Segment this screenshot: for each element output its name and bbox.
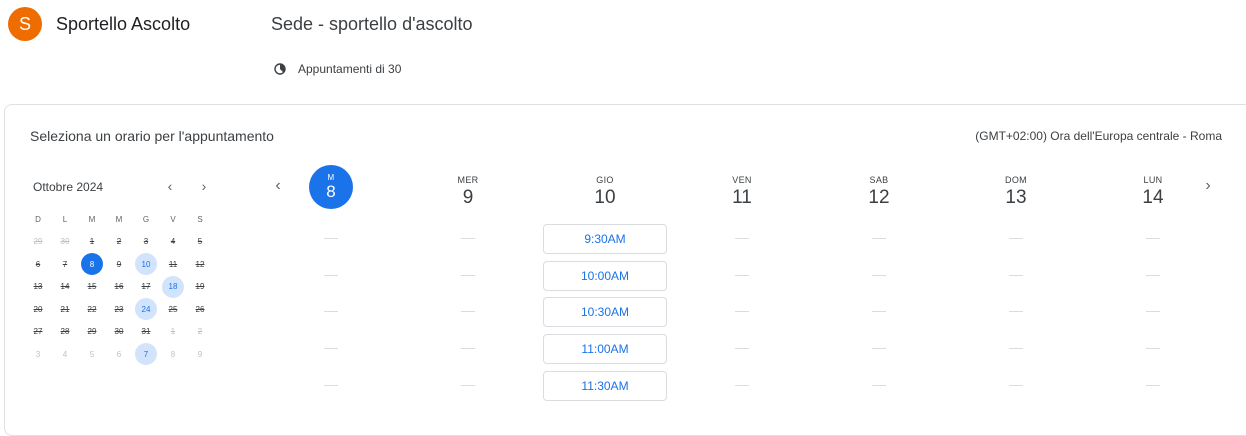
day-name: MER [457, 175, 479, 185]
unavailable-slot-dash [324, 238, 338, 239]
unavailable-slot-dash [1146, 275, 1160, 276]
calendar-day: 2 [197, 327, 203, 336]
time-slot-button[interactable]: 11:00AM [543, 334, 667, 364]
calendar-day: 2 [116, 237, 122, 246]
unavailable-slot-dash [461, 348, 475, 349]
time-slot-button[interactable]: 10:30AM [543, 297, 667, 327]
day-column-header [680, 165, 804, 209]
duration-label: Appuntamenti di 30 [298, 62, 402, 76]
unavailable-slot-dash [872, 311, 886, 312]
calendar-day: 28 [60, 327, 70, 336]
unavailable-slot-dash [461, 275, 475, 276]
selected-day-circle [309, 165, 353, 209]
weekday-header: M [115, 214, 123, 224]
calendar-day: 22 [87, 304, 97, 314]
day-column-header [954, 165, 1078, 209]
unavailable-slot-dash [461, 385, 475, 386]
calendar-day: 15 [87, 282, 97, 291]
calendar-day: 3 [35, 349, 41, 359]
calendar-day: 13 [33, 282, 43, 291]
calendar-day: 4 [170, 237, 176, 246]
weekday-header: G [142, 214, 150, 224]
mini-calendar-grid [27, 208, 211, 366]
time-slot-button[interactable]: 11:30AM [543, 371, 667, 401]
calendar-day: 21 [60, 304, 70, 314]
day-number: 14 [1142, 187, 1164, 208]
weekday-header: L [62, 214, 68, 224]
clock-icon [274, 63, 286, 75]
calendar-day: 11 [168, 259, 178, 269]
chevron-left-icon: ‹ [167, 178, 173, 194]
unavailable-slot-dash [1146, 385, 1160, 386]
calendar-day: 23 [114, 304, 124, 314]
avatar-letter: S [18, 13, 31, 34]
day-number: 11 [732, 187, 752, 208]
mini-next-month-button[interactable] [194, 176, 214, 196]
unavailable-slot-dash [872, 238, 886, 239]
weekday-header: D [35, 214, 41, 224]
calendar-day: 30 [114, 327, 124, 336]
day-number: 8 [326, 181, 336, 201]
unavailable-slot-dash [1146, 311, 1160, 312]
unavailable-slot-dash [1009, 238, 1023, 239]
unavailable-slot-dash [324, 385, 338, 386]
calendar-day-available[interactable]: 10 [135, 253, 157, 275]
day-number: 10 [594, 187, 616, 208]
calendar-day: 12 [195, 259, 205, 269]
day-number: 12 [868, 187, 890, 208]
timezone-selector[interactable]: (GMT+02:00) Ora dell'Europa centrale - Roma [975, 129, 1222, 143]
unavailable-slot-dash [461, 238, 475, 239]
unavailable-slot-dash [1009, 311, 1023, 312]
calendar-day: 7 [62, 259, 68, 269]
brand-name: Sportello Ascolto [56, 14, 191, 34]
event-title: Sede - sportello d'ascolto [271, 14, 473, 34]
day-column-header [817, 165, 941, 209]
day-number: 9 [462, 187, 474, 208]
calendar-day: 30 [60, 237, 70, 246]
day-column-header [1091, 165, 1215, 209]
day-column-header [406, 165, 530, 209]
calendar-day: 6 [35, 259, 41, 269]
calendar-day: 5 [89, 349, 95, 359]
calendar-day: 6 [116, 349, 122, 359]
duration-info [274, 62, 401, 76]
weekday-header: S [197, 214, 203, 224]
unavailable-slot-dash [1009, 385, 1023, 386]
unavailable-slot-dash [872, 385, 886, 386]
mini-prev-month-button[interactable] [160, 176, 180, 196]
unavailable-slot-dash [735, 275, 749, 276]
calendar-day: 14 [60, 282, 70, 291]
day-column-header[interactable] [543, 165, 667, 209]
calendar-day: 8 [170, 349, 176, 359]
unavailable-slot-dash [1146, 238, 1160, 239]
unavailable-slot-dash [872, 275, 886, 276]
calendar-day: 31 [141, 327, 151, 336]
chevron-right-icon: › [201, 178, 207, 194]
avatar [8, 7, 42, 41]
unavailable-slot-dash [735, 348, 749, 349]
calendar-day: 9 [197, 349, 203, 359]
weekday-header: V [170, 214, 176, 224]
mini-calendar-month: Ottobre 2024 [33, 180, 104, 194]
unavailable-slot-dash [872, 348, 886, 349]
calendar-day: 17 [141, 282, 151, 291]
chevron-right-icon: › [1205, 177, 1211, 194]
unavailable-slot-dash [324, 348, 338, 349]
calendar-day: 29 [87, 327, 97, 336]
calendar-day-available[interactable]: 24 [135, 298, 157, 320]
day-name: VEN [732, 175, 752, 185]
unavailable-slot-dash [324, 311, 338, 312]
day-name: DOM [1005, 175, 1027, 185]
unavailable-slot-dash [735, 311, 749, 312]
unavailable-slot-dash [1009, 348, 1023, 349]
calendar-day: 9 [116, 259, 122, 269]
unavailable-slot-dash [1009, 275, 1023, 276]
day-name: GIO [596, 175, 614, 185]
calendar-day: 5 [197, 237, 203, 246]
calendar-day: 26 [195, 304, 205, 314]
unavailable-slot-dash [461, 311, 475, 312]
calendar-day: 4 [62, 349, 68, 359]
calendar-day-available[interactable]: 7 [135, 343, 157, 365]
calendar-day: 1 [89, 237, 95, 246]
unavailable-slot-dash [735, 385, 749, 386]
unavailable-slot-dash [324, 275, 338, 276]
time-slot-button[interactable]: 10:00AM [543, 261, 667, 291]
day-name: M [327, 172, 335, 182]
calendar-day-available[interactable]: 18 [162, 276, 184, 298]
time-slot-button[interactable]: 9:30AM [543, 224, 667, 254]
calendar-day: 25 [168, 304, 178, 314]
calendar-day: 16 [114, 282, 124, 291]
calendar-day: 27 [33, 327, 43, 336]
unavailable-slot-dash [735, 238, 749, 239]
calendar-day: 20 [33, 304, 43, 314]
day-name: LUN [1143, 175, 1163, 185]
calendar-day: 29 [33, 237, 43, 246]
chevron-left-icon: ‹ [275, 177, 281, 194]
day-name: SAB [869, 175, 889, 185]
calendar-day: 1 [170, 327, 176, 336]
day-column-header-selected[interactable] [269, 165, 393, 209]
weekday-header: M [88, 214, 96, 224]
calendar-day: 3 [143, 237, 149, 246]
day-number: 13 [1005, 187, 1027, 208]
select-time-prompt: Seleziona un orario per l'appuntamento [30, 128, 274, 144]
calendar-day-selected[interactable]: 8 [81, 253, 103, 275]
unavailable-slot-dash [1146, 348, 1160, 349]
calendar-day: 19 [195, 282, 205, 291]
